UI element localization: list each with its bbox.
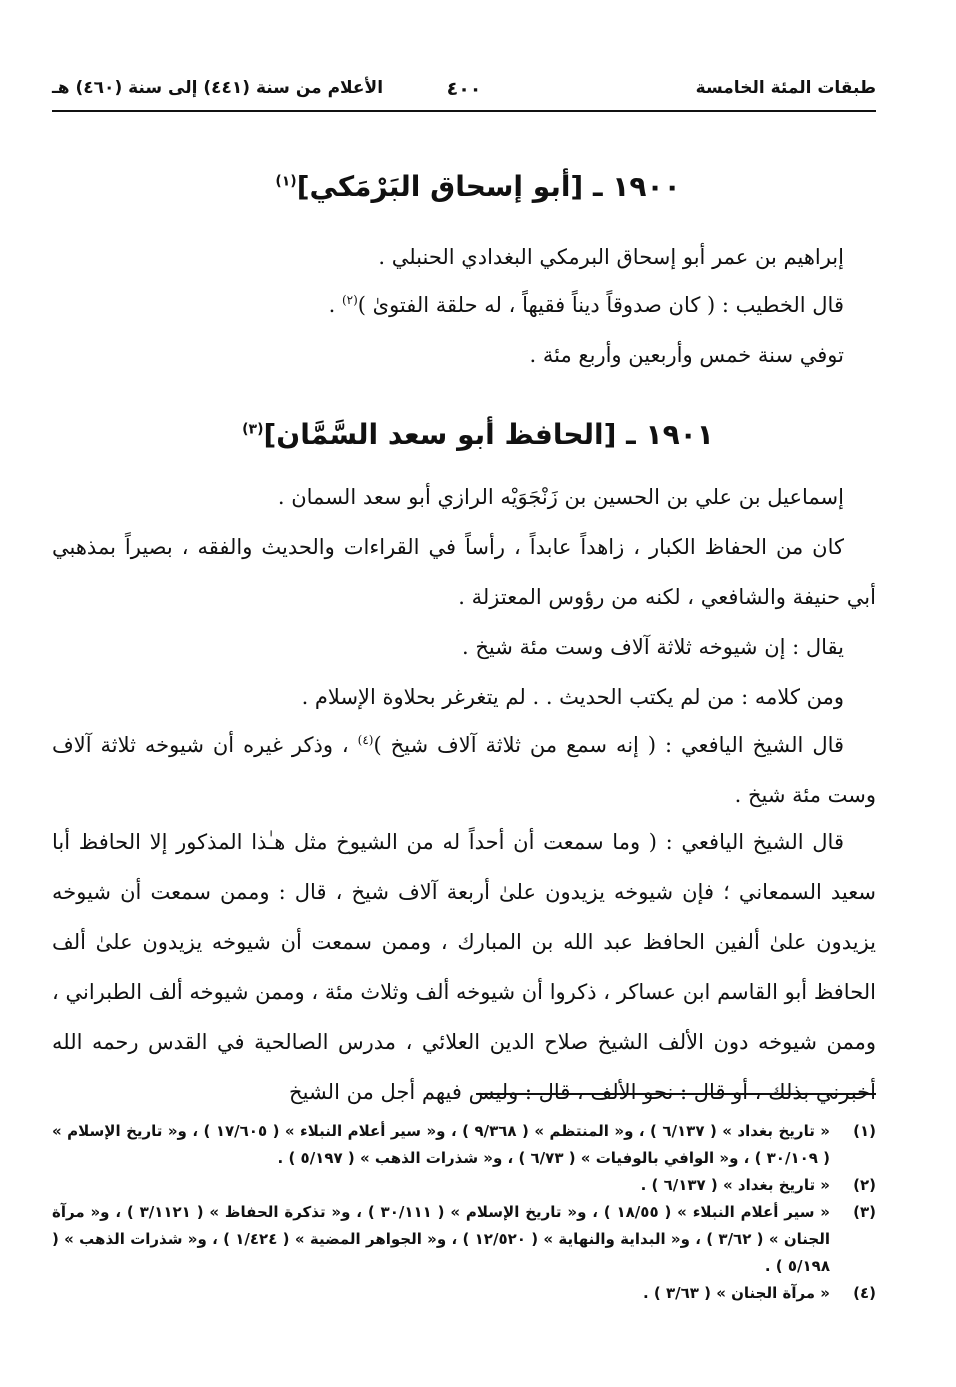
footnote-ref: (٣) (242, 421, 264, 438)
header-book-section: طبقات المئة الخامسة (695, 78, 876, 98)
footnote-number: (٤) (853, 1284, 876, 1302)
entry-1901-name-line: إسماعيل بن علي بن الحسين بن زَنْجَوَيْه الرازي أبو سعد السمان . (277, 485, 844, 509)
footnote-2 (52, 1172, 876, 1199)
footnote-3 (52, 1199, 876, 1280)
footnote-text: « سير أعلام النبلاء » ( ١٨/٥٥ ) ، و« تاريخ الإسلام » ( ٣٠/١١١ ) ، و« تذكرة الحفاظ » ( ٣/١١٢١ ) ، و« مرآة الجنان » ( ٣/٦٢ ) ، و« البداية والنهاية » ( ١٢/٥٢٠ ) ، و« الجواهر المضية » ( ١/٤٢٤ ) ، و« شذرات الذهب » ( ٥/١٩٨ ) . (52, 1203, 830, 1275)
footnote-number: (٢) (853, 1176, 876, 1194)
footnote-ref: (٢) (341, 293, 358, 307)
quote-continuation: ، وذكر غيره أن شيوخه ثلاثة آلاف وست مئة شيخ . (52, 733, 876, 807)
entry-title-text: ١٩٠١ ـ [الحافظ أبو سعد السَّمَّان] (263, 418, 714, 451)
entry-1900-quote-line (52, 280, 844, 330)
running-header (52, 78, 876, 108)
footnote-number: (١) (853, 1122, 876, 1140)
entry-1901-description: كان من الحفاظ الكبار ، زاهداً عابداً ، رأساً في القراءات والحديث والفقه ، بصيراً بمذهبي أبي حنيفة والشافعي ، لكنه من رؤوس المعتزلة . (52, 535, 876, 609)
footnote-text: « تاريخ بغداد » ( ٦/١٣٧ ) ، و« المنتظم » ( ٩/٣٦٨ ) ، و« سير أعلام النبلاء » ( ١٧/٦٠٥ ) ، و« تاريخ الإسلام » ( ٣٠/١٠٩ ) ، و« الوافي بالوفيات » ( ٦/٧٣ ) ، و« شذرات الذهب » ( ٥/١٩٧ ) . (52, 1122, 830, 1167)
page-number: ٤٠٠ (446, 78, 482, 100)
entry-1901-yafii-long-quote: قال الشيخ اليافعي : ( وما سمعت أن أحداً له من الشيوخ مثل هـٰذا المذكور إلا الحافظ أبا سعيد السمعاني ؛ فإن شيوخه يزيدون علىٰ أربعة آلاف شيخ ، قال : وممن سمعت أن شيوخه يزيدون علىٰ ألفين الحافظ عبد الله بن المبارك ، وممن سمعت أن شيوخه يزيدون علىٰ ألف الحافظ أبو القاسم ابن عساكر ، ذكروا أن شيوخه ألف وثلاث مئة ، وممن شيوخه ألف الطبراني ، وممن شيوخه دون الألف الشيخ صلاح الدين العلائي ، مدرس الصالحية في القدس رحمه الله أخبرني بذلك ، أو قال : نحو الألف ، قال : وليس فيهم أجل من الشيخ (52, 830, 876, 1104)
entry-1900-death-line: توفي سنة خمس وأربعين وأربع مئة . (529, 343, 844, 367)
footnotes (52, 1118, 876, 1307)
entry-1901-yafii-quote (52, 720, 876, 820)
footnote-ref: (١) (275, 173, 297, 190)
footnote-text: « مرآة الجنان » ( ٣/٦٣ ) . (642, 1284, 830, 1302)
entry-title-1901 (0, 418, 956, 451)
quote-text: قال الشيخ اليافعي : ( إنه سمع من ثلاثة آلاف شيخ ) (373, 733, 845, 757)
header-rule (52, 110, 876, 112)
entry-1901-saying: ومن كلامه : من لم يكتب الحديث . . لم يتغرغر بحلاوة الإسلام . (301, 685, 844, 709)
entry-title-text: ١٩٠٠ ـ [أبو إسحاق البَرْمَكي] (296, 170, 681, 203)
footnote-rule (476, 1093, 876, 1095)
footnote-4 (52, 1280, 876, 1307)
header-year-range: الأعلام من سنة (٤٤١) إلى سنة (٤٦٠) هـ (52, 78, 384, 98)
footnote-1 (52, 1118, 876, 1172)
footnote-ref: (٤) (357, 733, 374, 747)
entry-1900-name-line: إبراهيم بن عمر أبو إسحاق البرمكي البغدادي الحنبلي . (378, 245, 844, 269)
entry-1901-teachers-count: يقال : إن شيوخه ثلاثة آلاف وست مئة شيخ . (462, 635, 844, 659)
quote-end: . (328, 293, 342, 317)
entry-title-1900 (0, 170, 956, 203)
footnote-text: « تاريخ بغداد » ( ٦/١٣٧ ) . (640, 1176, 830, 1194)
footnote-number: (٣) (853, 1203, 876, 1221)
quote-text: قال الخطيب : ( كان صدوقاً ديناً فقيهاً ، له حلقة الفتوىٰ ) (357, 293, 844, 317)
